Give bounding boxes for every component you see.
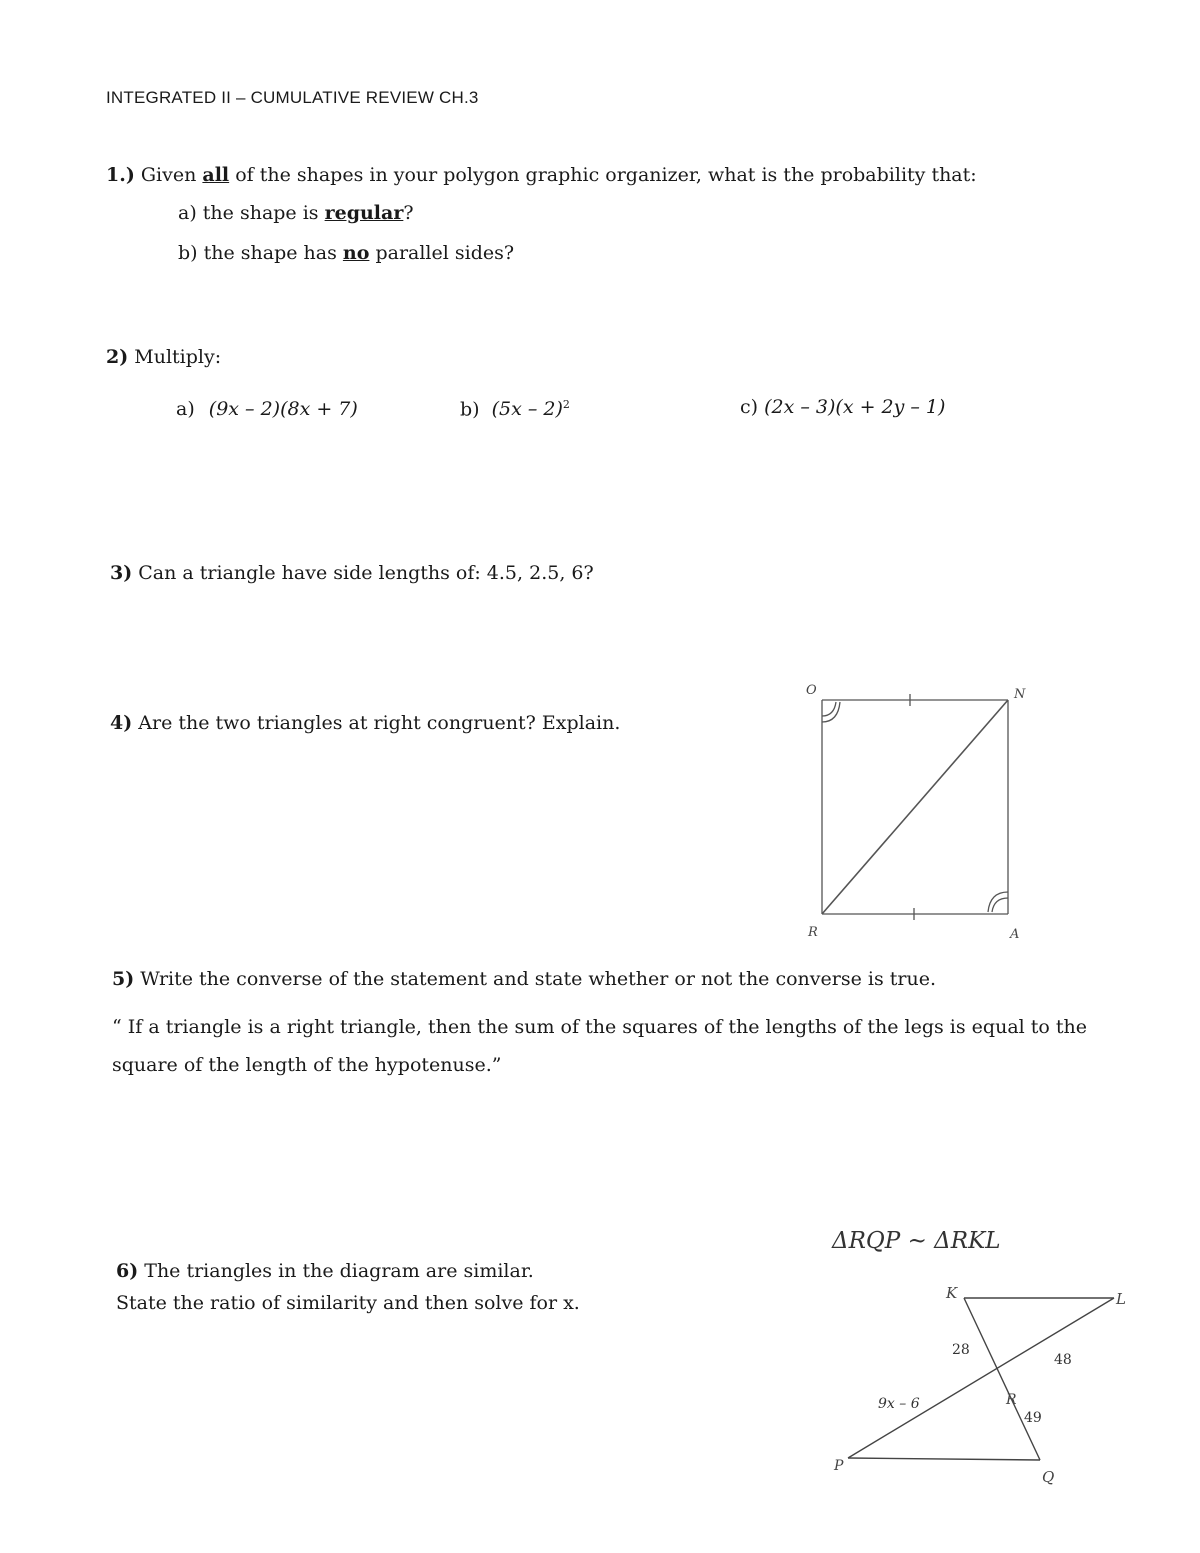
question-2b-prefix: b) bbox=[460, 398, 480, 421]
question-1b bbox=[178, 242, 514, 264]
question-2c bbox=[740, 396, 945, 418]
similarity-statement: ΔRQP ~ ΔRKL bbox=[832, 1228, 1001, 1254]
angle-arc-o-1 bbox=[822, 702, 840, 722]
question-1a bbox=[178, 202, 414, 224]
question-1a-pre: the shape is bbox=[202, 202, 319, 224]
question-1b-post: parallel sides? bbox=[375, 242, 515, 264]
question-4-text: Are the two triangles at right congruent? Explain. bbox=[138, 712, 621, 734]
diagonal-rn bbox=[822, 700, 1008, 914]
angle-arc-a-2 bbox=[992, 898, 1008, 912]
question-5-quote-line-1: “ If a triangle is a right triangle, then the sum of the squares of the lengths of the legs is equal to the bbox=[112, 1016, 1087, 1038]
measure-rk: 28 bbox=[952, 1342, 970, 1358]
question-1-stem-emphasis: all bbox=[202, 164, 230, 186]
question-1a-post: ? bbox=[403, 202, 414, 224]
vertex-label-r: R bbox=[808, 925, 818, 940]
measure-rp: 9x – 6 bbox=[878, 1396, 920, 1412]
question-6-line-2: State the ratio of similarity and then solve for x. bbox=[116, 1292, 580, 1314]
question-2c-expression: (2x – 3)(x + 2y – 1) bbox=[764, 396, 946, 418]
question-1-stem-post: of the shapes in your polygon graphic organizer, what is the probability that: bbox=[235, 164, 977, 186]
question-2b bbox=[460, 398, 570, 420]
measure-rl: 48 bbox=[1054, 1352, 1072, 1368]
question-4-number: 4) bbox=[110, 712, 133, 734]
vertex-label-r: R bbox=[1006, 1392, 1017, 1408]
congruent-triangles-diagram bbox=[790, 676, 1050, 948]
question-1b-emphasis: no bbox=[342, 242, 370, 264]
question-3-number: 3) bbox=[110, 562, 133, 584]
question-6-number: 6) bbox=[116, 1260, 139, 1282]
question-2b-expression: (5x – 2) bbox=[491, 398, 563, 421]
page-title: INTEGRATED II – CUMULATIVE REVIEW CH.3 bbox=[106, 88, 479, 107]
question-3 bbox=[110, 562, 594, 584]
vertex-label-a: A bbox=[1010, 927, 1020, 942]
measure-rq: 49 bbox=[1024, 1410, 1042, 1426]
question-1-stem-pre: Given bbox=[140, 164, 197, 186]
question-1b-prefix: b) bbox=[178, 242, 198, 264]
question-4 bbox=[110, 712, 620, 734]
question-2c-prefix: c) bbox=[740, 396, 759, 418]
question-5-number: 5) bbox=[112, 968, 135, 990]
angle-arc-o-2 bbox=[822, 702, 836, 716]
question-2b-exponent: 2 bbox=[562, 398, 570, 411]
vertex-label-l: L bbox=[1116, 1290, 1126, 1308]
question-1-stem bbox=[106, 164, 977, 186]
segment-kq bbox=[964, 1298, 1040, 1460]
segment-pq bbox=[848, 1458, 1040, 1460]
angle-arc-a-1 bbox=[988, 892, 1008, 912]
question-5 bbox=[112, 968, 936, 990]
question-5-quote-line-2: square of the length of the hypotenuse.” bbox=[112, 1054, 502, 1076]
question-2a bbox=[176, 398, 358, 420]
question-1a-emphasis: regular bbox=[324, 202, 404, 224]
question-2a-expression: (9x – 2)(8x + 7) bbox=[208, 398, 358, 420]
question-5-text: Write the converse of the statement and state whether or not the converse is true. bbox=[140, 968, 936, 990]
question-2a-prefix: a) bbox=[176, 398, 195, 420]
similar-triangles-diagram bbox=[820, 1280, 1140, 1492]
question-2-prompt bbox=[106, 346, 221, 368]
vertex-label-q: Q bbox=[1042, 1468, 1055, 1486]
vertex-label-p: P bbox=[834, 1458, 844, 1474]
vertex-label-k: K bbox=[946, 1284, 958, 1302]
vertex-label-o: O bbox=[806, 683, 817, 698]
question-3-text: Can a triangle have side lengths of: 4.5, 2.5, 6? bbox=[138, 562, 594, 584]
question-2-prompt-text: Multiply: bbox=[134, 346, 222, 368]
segment-lp bbox=[848, 1298, 1114, 1458]
question-1b-pre: the shape has bbox=[203, 242, 337, 264]
question-2-number: 2) bbox=[106, 346, 129, 368]
question-6-line-1 bbox=[116, 1260, 534, 1282]
vertex-label-n: N bbox=[1014, 687, 1026, 702]
question-1-number: 1.) bbox=[106, 164, 135, 186]
question-1a-prefix: a) bbox=[178, 202, 197, 224]
question-6-text-1: The triangles in the diagram are similar. bbox=[144, 1260, 534, 1282]
